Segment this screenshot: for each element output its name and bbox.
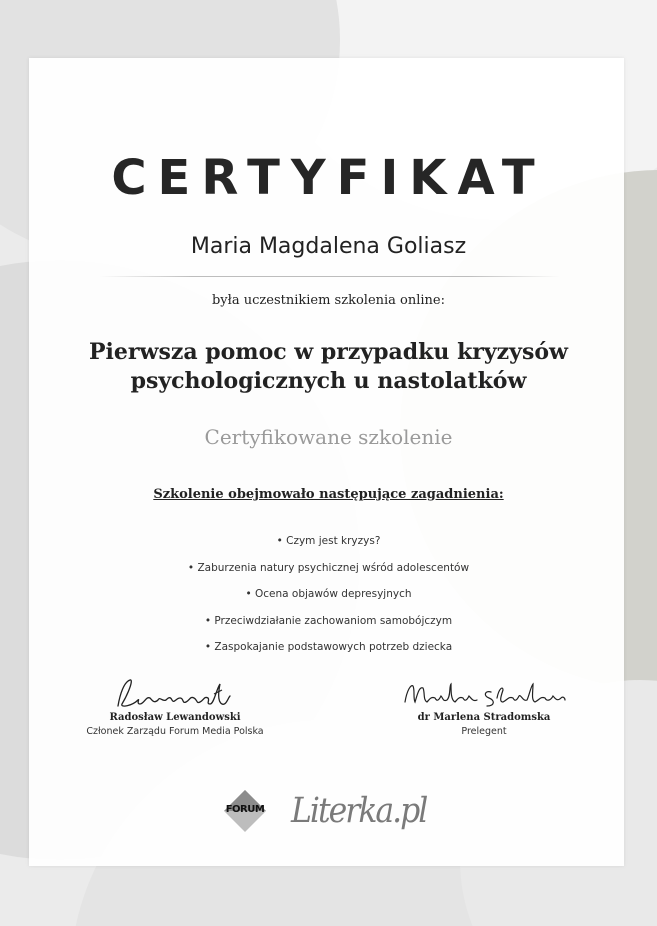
literka-logo: Literka.pl: [291, 791, 427, 831]
topic-item: • Przeciwdziałanie zachowaniom samobójczym: [204, 614, 453, 627]
course-title: Pierwsza pomoc w przypadku kryzysów psychologicznych u nastolatków: [89, 339, 568, 394]
signatory-name-right: dr Marlena Stradomska: [417, 712, 551, 723]
topic-item: • Zaburzenia natury psychicznej wśród adolescentów: [187, 561, 470, 574]
topics-heading: Szkolenie obejmowało następujące zagadnienia:: [153, 487, 504, 502]
recipient-name: Maria Magdalena Goliasz: [190, 234, 467, 259]
handwritten-signature-stradomska: [399, 676, 569, 712]
signatory-role-left: Członek Zarządu Forum Media Polska: [86, 726, 264, 737]
signatory-role-right: Prelegent: [461, 726, 507, 737]
signatory-name-left: Radosław Lewandowski: [109, 712, 241, 723]
forum-logo-text: FORUM: [225, 804, 265, 815]
signature-block-left: [60, 676, 290, 737]
divider: [100, 276, 560, 277]
topics-list: [0, 528, 657, 661]
topic-item: • Czym jest kryzys?: [276, 535, 381, 547]
certificate-title: CERTYFIKAT: [111, 150, 546, 206]
topic-item: • Zaspokajanie podstawowych potrzeb dziecka: [204, 641, 453, 654]
certified-label: Certyfikowane szkolenie: [204, 425, 453, 449]
handwritten-signature-lewandowski: [110, 676, 240, 712]
participation-text: była uczestnikiem szkolenia online:: [211, 293, 446, 308]
topic-item: • Ocena objawów depresyjnych: [245, 588, 412, 601]
signature-block-right: [369, 676, 599, 737]
